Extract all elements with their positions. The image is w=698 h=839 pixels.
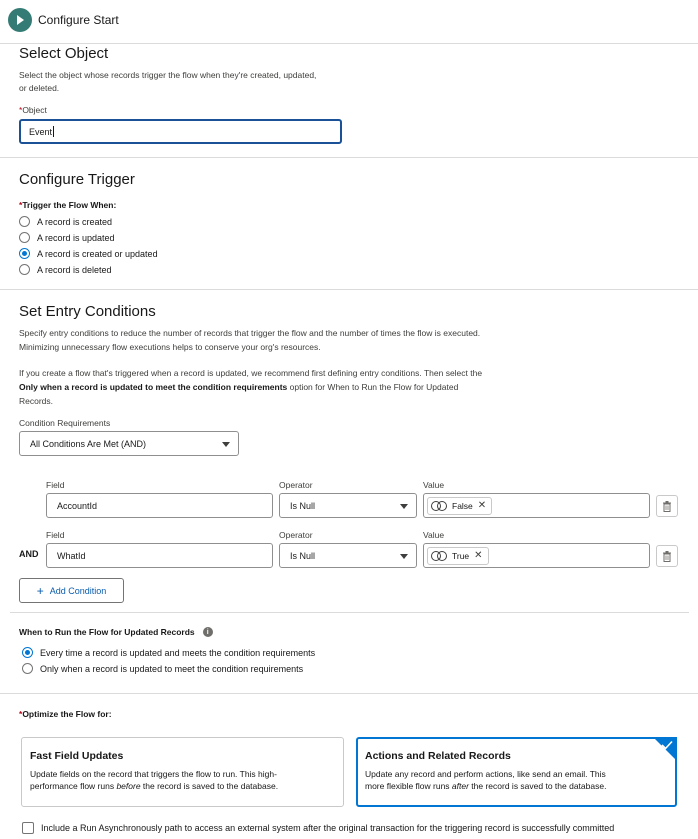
optimize-label-text: Optimize the Flow for: [22,709,112,719]
required-mark: * [19,200,23,210]
trigger-option-label: A record is created [37,216,113,227]
required-mark: * [19,105,23,115]
card-title: Fast Field Updates [30,750,124,762]
card-body-line1: Update fields on the record that triggers the flow to run. This high- [30,769,277,779]
field-header: Field [46,530,65,540]
trash-icon [662,551,672,562]
card-body-text: the record is saved to the database. [468,781,607,791]
trigger-option-label: A record is updated [37,232,115,243]
condition-operator-select[interactable] [279,493,417,518]
condition-value-input[interactable] [423,543,650,568]
section-divider [10,612,689,613]
chevron-down-icon [400,554,408,559]
radio-button[interactable] [19,216,30,227]
optimize-label [19,709,112,719]
run-option-label: Only when a record is updated to meet the condition requirements [40,663,304,674]
condition-field-value: AccountId [57,500,98,511]
entry-conditions-desc-line2: Minimizing unnecessary flow executions helps to conserve your org's resources. [19,342,321,352]
panel-header [0,0,698,44]
select-object-desc-line2: or deleted. [19,83,60,93]
trash-icon [662,501,672,512]
select-object-heading: Select Object [19,45,109,62]
close-icon[interactable]: ✕ [477,500,487,511]
object-input[interactable] [19,119,342,144]
radio-button-selected[interactable] [22,647,33,658]
condition-requirements-value: All Conditions Are Met (AND) [30,438,147,449]
condition-requirements-select[interactable] [19,431,239,456]
card-body-line1: Update any record and perform actions, like send an email. This [365,769,606,779]
panel-title: Configure Start [38,13,119,27]
trigger-option-deleted[interactable] [19,264,112,275]
trigger-label [19,200,116,210]
card-body [365,768,668,792]
delete-condition-button[interactable] [656,495,678,517]
card-body-text: performance flow runs [30,781,117,791]
card-body-line2 [30,780,335,792]
entry-conditions-desc-line1: Specify entry conditions to reduce the number of records that trigger the flow and the number of times the flow is executed. [19,328,481,338]
card-body-emphasis: before [116,781,141,791]
select-object-desc-line1: Select the object whose records trigger the flow when they're created, updated, [19,70,317,80]
run-option-label: Every time a record is updated and meets the condition requirements [40,647,316,658]
play-icon [8,8,32,32]
add-icon: + [36,583,44,598]
run-option-only-when[interactable] [22,663,303,674]
run-option-every-time[interactable] [22,647,315,658]
value-pill [427,547,489,565]
note-bold-text: Only when a record is updated to meet the condition requirements [19,382,288,392]
card-body-line2 [365,780,668,792]
value-pill-label: True [452,550,470,561]
note-rest-text: option for When to Run the Flow for Updated [287,382,459,392]
value-pill [427,497,492,515]
radio-button[interactable] [19,264,30,275]
condition-value-input[interactable] [423,493,650,518]
chevron-down-icon [222,442,230,447]
value-pill-label: False [452,500,473,511]
run-async-option[interactable] [22,822,614,834]
card-body-text: more flexible flow runs [365,781,452,791]
check-icon [661,740,673,750]
condition-operator-value: Is Null [290,500,316,511]
entry-conditions-note-line3: Records. [19,396,54,406]
entry-conditions-heading: Set Entry Conditions [19,303,156,320]
section-divider [0,289,698,290]
info-icon[interactable]: i [203,627,213,637]
value-header: Value [423,480,445,490]
section-divider [0,157,698,158]
actions-and-related-records-card[interactable] [356,737,677,807]
and-connector: AND [19,549,39,559]
trigger-option-label: A record is created or updated [37,248,158,259]
condition-requirements-label: Condition Requirements [19,418,111,428]
add-condition-label: Add Condition [49,585,107,596]
card-body-emphasis: after [451,781,469,791]
condition-operator-value: Is Null [290,550,316,561]
object-input-value: Event [29,126,53,137]
operator-header: Operator [279,530,313,540]
required-mark: * [19,709,23,719]
trigger-label-text: Trigger the Flow When: [22,200,117,210]
boolean-toggle-icon [431,551,448,561]
radio-button[interactable] [22,663,33,674]
run-async-label: Include a Run Asynchronously path to access an external system after the original transaction for the triggering record is successfully committed [41,823,615,833]
field-header: Field [46,480,65,490]
condition-field-value: WhatId [57,550,86,561]
trigger-option-created-or-updated[interactable] [19,248,158,259]
radio-button-selected[interactable] [19,248,30,259]
object-label-text: Object [22,105,47,115]
when-to-run-label-text: When to Run the Flow for Updated Records [19,627,195,637]
trigger-option-created[interactable] [19,216,112,227]
boolean-toggle-icon [431,501,448,511]
trigger-option-updated[interactable] [19,232,115,243]
card-body [30,768,335,792]
value-header: Value [423,530,445,540]
card-title: Actions and Related Records [365,750,511,762]
entry-conditions-note-line2 [19,381,458,394]
radio-button[interactable] [19,232,30,243]
operator-header: Operator [279,480,313,490]
condition-field-input[interactable] [46,543,273,568]
text-cursor [53,126,54,137]
object-label [19,105,47,115]
condition-field-input[interactable] [46,493,273,518]
close-icon[interactable]: ✕ [474,550,483,561]
add-condition-button[interactable] [19,578,124,603]
condition-operator-select[interactable] [279,543,417,568]
card-body-text: the record is saved to the database. [140,781,279,791]
chevron-down-icon [400,504,408,509]
configure-trigger-heading: Configure Trigger [19,171,135,188]
run-async-checkbox[interactable] [22,822,34,834]
trigger-option-label: A record is deleted [37,264,112,275]
entry-conditions-note-line1: If you create a flow that's triggered when a record is updated, we recommend first defining entry conditions. Then select the [19,368,483,378]
delete-condition-button[interactable] [656,545,678,567]
when-to-run-label [19,627,213,637]
section-divider [0,693,698,694]
fast-field-updates-card[interactable] [21,737,344,807]
